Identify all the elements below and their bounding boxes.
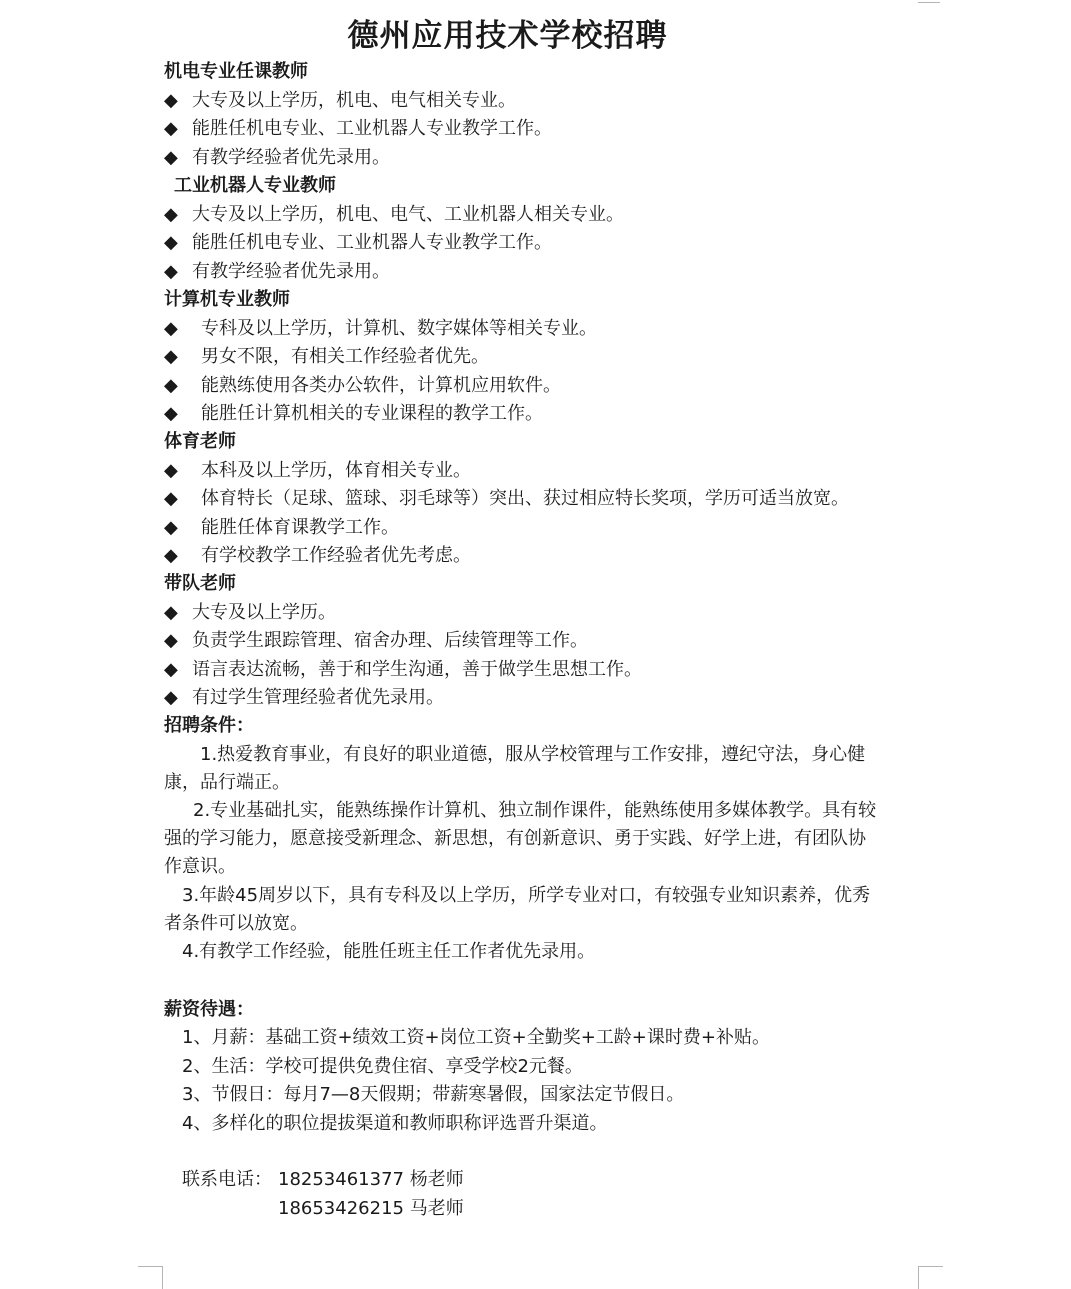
bullet-icon: ◆: [164, 516, 178, 538]
contact-phone-text: 18653426215 马老师: [278, 1198, 464, 1219]
requirement-item: [164, 260, 390, 284]
contact-phone: [278, 1168, 464, 1192]
requirement-item: [164, 516, 399, 540]
requirement-item-text: 大专及以上学历，机电、电气、工业机器人相关专业。: [192, 203, 624, 225]
condition-line-text: 作意识。: [164, 856, 236, 877]
contact-phone: [278, 1197, 464, 1221]
condition-line-text: 2.专业基础扎实，能熟练操作计算机、独立制作课件，能熟练使用多媒体教学。具有较: [193, 800, 877, 821]
bullet-icon: ◆: [164, 203, 178, 225]
requirement-item: [164, 146, 390, 170]
corner-mark-bottom-right: [918, 1266, 943, 1289]
requirement-item-text: 本科及以上学历，体育相关专业。: [201, 459, 471, 481]
salary-line-text: 2、生活：学校可提供免费住宿、享受学校2元餐。: [182, 1055, 583, 1077]
bullet-icon: ◆: [164, 545, 178, 566]
requirement-item-text: 能胜任机电专业、工业机器人专业教学工作。: [192, 118, 552, 139]
bullet-icon: ◆: [164, 403, 178, 424]
section-heading-text: 带队老师: [164, 573, 236, 594]
condition-line: [200, 743, 865, 767]
requirement-item-text: 专科及以上学历，计算机、数字媒体等相关专业。: [201, 317, 597, 339]
requirement-item: [164, 487, 849, 511]
condition-line-text: 3.年龄45周岁以下，具有专科及以上学历，所学专业对口，有较强专业知识素养，优秀: [182, 885, 871, 906]
section-heading: [174, 174, 336, 198]
section-heading-text: 机电专业任课教师: [164, 61, 308, 82]
corner-mark-top-right: [918, 0, 940, 3]
condition-line-text: 者条件可以放宽。: [164, 913, 308, 934]
bullet-icon: ◆: [164, 260, 178, 282]
condition-line-text: 康，品行端正。: [164, 772, 290, 793]
salary-line: [182, 1055, 583, 1079]
bullet-icon: ◆: [164, 317, 178, 339]
requirement-item: [164, 374, 561, 398]
condition-line: [182, 940, 595, 964]
salary-heading-text: 薪资待遇：: [164, 999, 254, 1020]
bullet-icon: ◆: [164, 601, 178, 623]
bullet-icon: ◆: [164, 630, 178, 651]
section-heading-text: 体育老师: [164, 431, 236, 452]
requirement-item-text: 能熟练使用各类办公软件，计算机应用软件。: [201, 374, 561, 396]
requirement-item-text: 大专及以上学历，机电、电气相关专业。: [192, 89, 516, 111]
contact-label-text: 联系电话：: [182, 1169, 272, 1190]
salary-line-text: 4、多样化的职位提拔渠道和教师职称评选晋升渠道。: [182, 1112, 608, 1134]
bullet-icon: ◆: [164, 658, 178, 680]
section-heading: [164, 572, 236, 596]
section-heading: [164, 430, 236, 454]
requirement-item-text: 有过学生管理经验者优先录用。: [192, 687, 444, 708]
requirement-item: [164, 686, 444, 710]
bullet-icon: ◆: [164, 346, 178, 367]
section-heading-text: 工业机器人专业教师: [174, 175, 336, 196]
salary-line: [182, 1083, 684, 1107]
condition-line: [164, 855, 236, 879]
salary-line-text: 1、月薪：基础工资+绩效工资+岗位工资+全勤奖+工龄+课时费+补贴。: [182, 1027, 770, 1048]
requirement-item: [164, 601, 336, 625]
bullet-icon: ◆: [164, 118, 178, 139]
salary-line-text: 3、节假日：每月7—8天假期；带薪寒暑假，国家法定节假日。: [182, 1084, 685, 1105]
page-title: 德州应用技术学校招聘: [347, 18, 668, 54]
bullet-icon: ◆: [164, 232, 178, 253]
requirement-item: [164, 117, 552, 141]
requirement-item-text: 男女不限，有相关工作经验者优先。: [201, 346, 489, 367]
requirement-item: [164, 345, 489, 369]
requirement-item: [164, 317, 597, 341]
requirement-item: [164, 629, 588, 653]
requirement-item: [164, 402, 543, 426]
bullet-icon: ◆: [164, 89, 178, 111]
requirement-item-text: 能胜任体育课教学工作。: [201, 516, 399, 538]
section-heading: [164, 288, 290, 312]
salary-heading: [164, 998, 254, 1022]
condition-line: [182, 884, 870, 908]
bullet-icon: ◆: [164, 146, 178, 168]
requirement-item: [164, 203, 624, 227]
requirement-item-text: 负责学生跟踪管理、宿舍办理、后续管理等工作。: [192, 630, 588, 651]
requirement-item: [164, 231, 552, 255]
requirement-item: [164, 658, 642, 682]
conditions-heading-text: 招聘条件：: [164, 715, 254, 736]
condition-line: [193, 799, 876, 823]
bullet-icon: ◆: [164, 488, 178, 509]
contact-phone-text: 18253461377 杨老师: [278, 1169, 464, 1190]
requirement-item: [164, 459, 471, 483]
requirement-item-text: 能胜任计算机相关的专业课程的教学工作。: [201, 403, 543, 424]
condition-line-text: 4.有教学工作经验，能胜任班主任工作者优先录用。: [182, 941, 596, 962]
requirement-item-text: 有学校教学工作经验者优先考虑。: [201, 545, 471, 566]
requirement-item-text: 有教学经验者优先录用。: [192, 146, 390, 168]
requirement-item: [164, 544, 471, 568]
bullet-icon: ◆: [164, 374, 178, 396]
corner-mark-bottom-left: [138, 1266, 163, 1289]
section-heading-text: 计算机专业教师: [164, 289, 290, 310]
requirement-item-text: 大专及以上学历。: [192, 601, 336, 623]
contact-label: [182, 1168, 272, 1192]
salary-line: [182, 1026, 770, 1050]
requirement-item: [164, 89, 516, 113]
condition-line: [164, 771, 290, 795]
condition-line-text: 1.热爱教育事业，有良好的职业道德，服从学校管理与工作安排，遵纪守法，身心健: [200, 744, 866, 765]
requirement-item-text: 能胜任机电专业、工业机器人专业教学工作。: [192, 232, 552, 253]
condition-line: [164, 827, 866, 851]
condition-line-text: 强的学习能力，愿意接受新理念、新思想，有创新意识、勇于实践、好学上进，有团队协: [164, 828, 866, 849]
section-heading: [164, 60, 308, 84]
requirement-item-text: 语言表达流畅，善于和学生沟通，善于做学生思想工作。: [192, 658, 642, 680]
bullet-icon: ◆: [164, 459, 178, 481]
condition-line: [164, 912, 308, 936]
salary-line: [182, 1112, 607, 1136]
requirement-item-text: 有教学经验者优先录用。: [192, 260, 390, 282]
bullet-icon: ◆: [164, 687, 178, 708]
requirement-item-text: 体育特长（足球、篮球、羽毛球等）突出、获过相应特长奖项，学历可适当放宽。: [201, 488, 849, 509]
conditions-heading: [164, 714, 254, 738]
